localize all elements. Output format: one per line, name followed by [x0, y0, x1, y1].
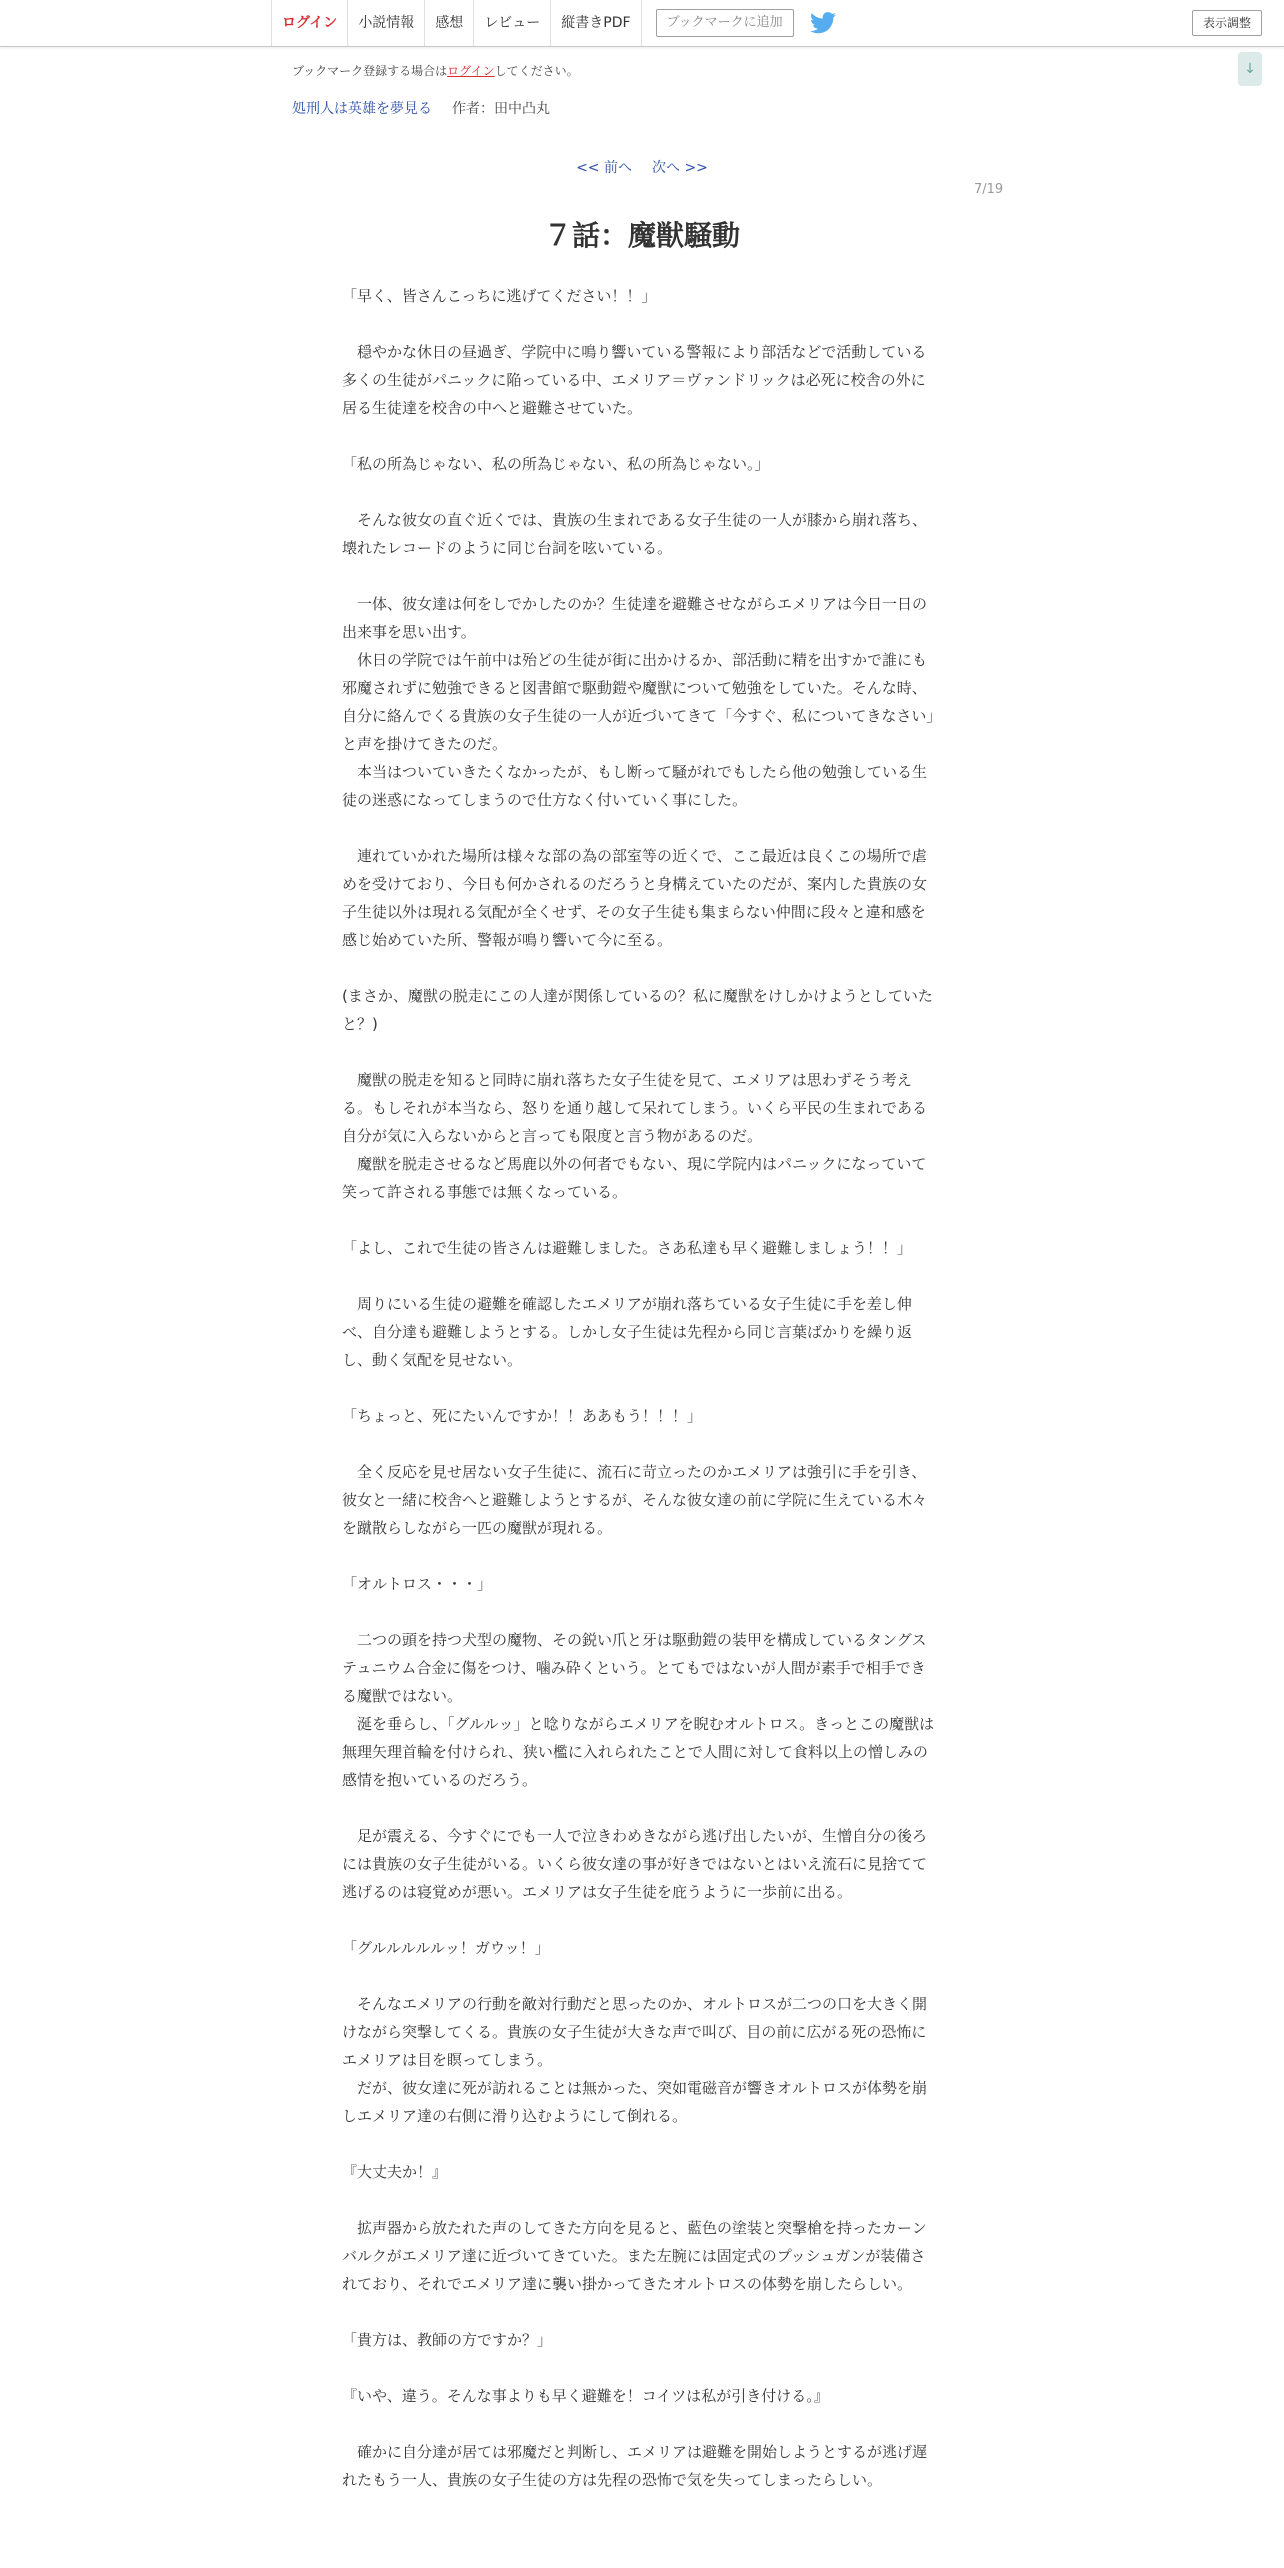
body-paragraph: 拡声器から放たれた声のしてきた方向を見ると、藍色の塗装と突撃槍を持ったカーンバルクがエメリア達に近づいてきていた。また左腕には固定式のプッシュガンが装備されており、それでエメリア達に襲い掛かってきたオルトロスの体勢を崩したらしい。 [342, 2219, 927, 2293]
paragraph-spacer [342, 1542, 938, 1570]
body-paragraph: 連れていかれた場所は様々な部の為の部室等の近くで、ここ最近は良くこの場所で虐めを受けており、今日も何かされるのだろうと身構えていたのだが、案内した貴族の女子生徒以外は現れる気配が全くせず、その女子生徒も集まらない仲間に段々と違和感を感じ始めていた所、警報が鳴り響いて今に至る。 [342, 847, 928, 949]
paragraph-spacer [342, 422, 938, 450]
body-paragraph: 「オルトロス・・・」 [342, 1575, 493, 1593]
novel-title-link[interactable]: 処刑人は英雄を夢見る [292, 101, 432, 117]
body-paragraph: だが、彼女達に死が訪れることは無かった、突如電磁音が響きオルトロスが体勢を崩しエメリア達の右側に滑り込むようにして倒れる。 [342, 2079, 928, 2125]
paragraph-spacer [342, 478, 938, 506]
body-paragraph: 魔獣を脱走させるなど馬鹿以外の何者でもない、現に学院内はパニックになっていて笑って許される事態では無くなっている。 [342, 1155, 927, 1201]
paragraph-spacer [342, 2298, 938, 2326]
body-paragraph: 確かに自分達が居ては邪魔だと判断し、エメリアは避難を開始しようとするが逃げ遅れたもう一人、貴族の女子生徒の方は先程の恐怖で気を失ってしまったらしい。 [342, 2443, 928, 2489]
notice-prefix: ブックマーク登録する場合は [292, 64, 448, 78]
paragraph-spacer [342, 310, 938, 338]
body-paragraph: 『いや、違う。そんな事よりも早く避難を！コイツは私が引き付ける。』 [342, 2387, 829, 2405]
paragraph-spacer [342, 1374, 938, 1402]
prev-chapter-link[interactable]: << 前へ [576, 160, 632, 176]
body-paragraph: 本当はついていきたくなかったが、もし断って騒がれでもしたら他の勉強している生徒の迷惑になってしまうので仕方なく付いていく事にした。 [342, 763, 928, 809]
chapter-body [342, 282, 938, 2494]
notice-suffix: してください。 [494, 64, 579, 78]
body-paragraph: 「ちょっと、死にたいんですか！！ああもう！！！」 [342, 1407, 703, 1425]
body-paragraph: 「貴方は、教師の方ですか？」 [342, 2331, 553, 2349]
add-bookmark-button[interactable]: ブックマークに追加 [656, 9, 794, 37]
chapter-pager [0, 157, 1284, 177]
paragraph-spacer [342, 2186, 938, 2214]
paragraph-spacer [342, 1598, 938, 1626]
body-paragraph: 「よし、これで生徒の皆さんは避難しました。さあ私達も早く避難しましょう！！」 [342, 1239, 913, 1257]
body-paragraph: (まさか、魔獣の脱走にこの人達が関係しているの？私に魔獣をけしかけようとしていたと？) [342, 987, 933, 1033]
chapter-title: ７話：魔獣騒動 [543, 219, 740, 252]
bookmark-login-notice [292, 62, 579, 79]
paragraph-spacer [342, 1038, 938, 1066]
main-nav [271, 0, 836, 46]
nav-novel-info[interactable]: 小説情報 [347, 0, 424, 46]
body-paragraph: 穏やかな休日の昼過ぎ、学院中に鳴り響いている警報により部活などで活動している多くの生徒がパニックに陥っている中、エメリア＝ヴァンドリックは必死に校舎の外に居る生徒達を校舎の中へと避難させていた。 [342, 343, 927, 417]
twitter-icon[interactable] [810, 12, 836, 34]
scroll-down-icon[interactable]: ↓ [1238, 52, 1262, 86]
next-chapter-link[interactable]: 次へ >> [652, 160, 708, 176]
paragraph-spacer [342, 1262, 938, 1290]
body-paragraph: 一体、彼女達は何をしでかしたのか？生徒達を避難させながらエメリアは今日一日の出来事を思い出す。 [342, 595, 928, 641]
body-paragraph: 魔獣の脱走を知ると同時に崩れ落ちた女子生徒を見て、エメリアは思わずそう考える。もしそれが本当なら、怒りを通り越して呆れてしまう。いくら平民の生まれである自分が気に入らないからと言っても限度と言う物があるのだ。 [342, 1071, 928, 1145]
body-paragraph: 周りにいる生徒の避難を確認したエメリアが崩れ落ちている女子生徒に手を差し伸べ、自分達も避難しようとする。しかし女子生徒は先程から同じ言葉ばかりを繰り返し、動く気配を見せない。 [342, 1295, 913, 1369]
paragraph-spacer [342, 814, 938, 842]
paragraph-spacer [342, 1430, 938, 1458]
top-navigation-bar [0, 0, 1284, 47]
body-paragraph: そんな彼女の直ぐ近くでは、貴族の生まれである女子生徒の一人が膝から崩れ落ち、壊れたレコードのように同じ台詞を呟いている。 [342, 511, 928, 557]
paragraph-spacer [342, 1962, 938, 1990]
paragraph-spacer [342, 954, 938, 982]
paragraph-spacer [342, 562, 938, 590]
body-paragraph: 休日の学院では午前中は殆どの生徒が街に出かけるか、部活動に精を出すかで誰にも邪魔されずに勉強できると図書館で駆動鎧や魔獣について勉強をしていた。そんな時、自分に絡んでくる貴族の女子生徒の一人が近づいてきて「今すぐ、私についてきなさい」と声を掛けてきたのだ。 [342, 651, 934, 753]
novel-header [292, 98, 550, 118]
body-paragraph: 『大丈夫か！』 [342, 2163, 448, 2181]
body-paragraph: 「早く、皆さんこっちに逃げてください！！」 [342, 287, 657, 305]
display-settings-button[interactable]: 表示調整 [1192, 10, 1262, 36]
nav-login[interactable]: ログイン [271, 0, 347, 46]
paragraph-spacer [342, 2410, 938, 2438]
paragraph-spacer [342, 2130, 938, 2158]
body-paragraph: 「グルルルルルッ！ガウッ！」 [342, 1939, 550, 1957]
body-paragraph: 足が震える、今すぐにでも一人で泣きわめきながら逃げ出したいが、生憎自分の後ろには貴族の女子生徒がいる。いくら彼女達の事が好きではないとはいえ流石に見捨てて逃げるのは寝覚めが悪い。エメリアは女子生徒を庇うように一歩前に出る。 [342, 1827, 928, 1901]
body-paragraph: そんなエメリアの行動を敵対行動だと思ったのか、オルトロスが二つの口を大きく開けながら突撃してくる。貴族の女子生徒が大きな声で叫び、目の前に広がる死の恐怖にエメリアは目を瞑ってしまう。 [342, 1995, 928, 2069]
nav-impressions[interactable]: 感想 [424, 0, 473, 46]
paragraph-spacer [342, 1794, 938, 1822]
paragraph-spacer [342, 1906, 938, 1934]
nav-vertical-pdf[interactable]: 縦書きPDF [550, 0, 641, 46]
nav-review[interactable]: レビュー [473, 0, 550, 46]
body-paragraph: 全く反応を見せ居ない女子生徒に、流石に苛立ったのかエメリアは強引に手を引き、彼女と一緒に校舎へと避難しようとするが、そんな彼女達の前に学院に生えている木々を蹴散らしながら一匹の魔獣が現れる。 [342, 1463, 928, 1537]
body-paragraph: 「私の所為じゃない、私の所為じゃない、私の所為じゃない。」 [342, 455, 770, 473]
chapter-count: 7/19 [974, 182, 1004, 197]
author-name: 作者：田中凸丸 [452, 101, 550, 117]
body-paragraph: 涎を垂らし、「グルルッ」と唸りながらエメリアを睨むオルトロス。きっとこの魔獣は無理矢理首輪を付けられ、狭い檻に入れられたことで人間に対して食料以上の憎しみの感情を抱いているのだろう。 [342, 1715, 935, 1789]
paragraph-spacer [342, 2354, 938, 2382]
notice-login-link[interactable]: ログイン [447, 64, 495, 78]
body-paragraph: 二つの頭を持つ犬型の魔物、その鋭い爪と牙は駆動鎧の装甲を構成しているタングステュニウム合金に傷をつけ、噛み砕くという。とてもではないが人間が素手で相手できる魔獣ではない。 [342, 1631, 927, 1705]
paragraph-spacer [342, 1206, 938, 1234]
